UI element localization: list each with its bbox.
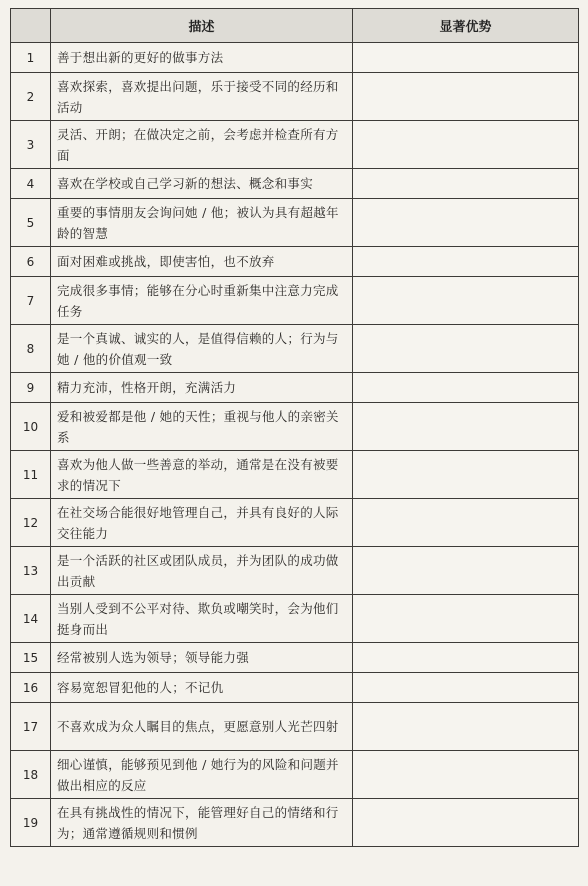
row-number: 14 xyxy=(11,595,51,643)
row-number: 17 xyxy=(11,703,51,751)
row-description: 喜欢为他人做一些善意的举动，通常是在没有被要求的情况下 xyxy=(51,451,353,499)
row-number: 2 xyxy=(11,73,51,121)
row-number: 7 xyxy=(11,277,51,325)
table-row xyxy=(11,703,579,751)
row-description: 重要的事情朋友会询问她 / 他；被认为具有超越年龄的智慧 xyxy=(51,199,353,247)
strength-cell[interactable] xyxy=(353,547,579,595)
table-row xyxy=(11,43,579,73)
row-number: 18 xyxy=(11,751,51,799)
row-description: 喜欢在学校或自己学习新的想法、概念和事实 xyxy=(51,169,353,199)
strength-cell[interactable] xyxy=(353,673,579,703)
row-number: 13 xyxy=(11,547,51,595)
table-row xyxy=(11,673,579,703)
strength-cell[interactable] xyxy=(353,43,579,73)
strength-cell[interactable] xyxy=(353,643,579,673)
strength-cell[interactable] xyxy=(353,595,579,643)
row-description: 灵活、开朗；在做决定之前，会考虑并检查所有方面 xyxy=(51,121,353,169)
strength-cell[interactable] xyxy=(353,199,579,247)
strength-cell[interactable] xyxy=(353,373,579,403)
strength-column-header: 显著优势 xyxy=(353,9,579,43)
strength-cell[interactable] xyxy=(353,277,579,325)
table-row xyxy=(11,199,579,247)
row-number: 5 xyxy=(11,199,51,247)
row-description: 完成很多事情；能够在分心时重新集中注意力完成任务 xyxy=(51,277,353,325)
row-description: 在具有挑战性的情况下，能管理好自己的情绪和行为；通常遵循规则和惯例 xyxy=(51,799,353,847)
row-description: 善于想出新的更好的做事方法 xyxy=(51,43,353,73)
table-row xyxy=(11,247,579,277)
row-number: 9 xyxy=(11,373,51,403)
table-row xyxy=(11,643,579,673)
row-description: 在社交场合能很好地管理自己，并具有良好的人际交往能力 xyxy=(51,499,353,547)
description-column-header: 描述 xyxy=(51,9,353,43)
strength-cell[interactable] xyxy=(353,499,579,547)
table-row xyxy=(11,121,579,169)
strength-cell[interactable] xyxy=(353,121,579,169)
strength-cell[interactable] xyxy=(353,325,579,373)
table-row xyxy=(11,373,579,403)
strength-cell[interactable] xyxy=(353,451,579,499)
row-description: 细心谨慎，能够预见到他 / 她行为的风险和问题并做出相应的反应 xyxy=(51,751,353,799)
row-description: 不喜欢成为众人瞩目的焦点，更愿意别人光芒四射 xyxy=(51,703,353,751)
row-number: 19 xyxy=(11,799,51,847)
table-row xyxy=(11,547,579,595)
table-row xyxy=(11,595,579,643)
table-row xyxy=(11,73,579,121)
row-number: 10 xyxy=(11,403,51,451)
row-number: 3 xyxy=(11,121,51,169)
table-row xyxy=(11,451,579,499)
row-description: 喜欢探索，喜欢提出问题，乐于接受不同的经历和活动 xyxy=(51,73,353,121)
table-row xyxy=(11,325,579,373)
row-number: 6 xyxy=(11,247,51,277)
row-description: 爱和被爱都是他 / 她的天性；重视与他人的亲密关系 xyxy=(51,403,353,451)
table-row xyxy=(11,799,579,847)
number-column-header xyxy=(11,9,51,43)
row-description: 容易宽恕冒犯他的人；不记仇 xyxy=(51,673,353,703)
strength-cell[interactable] xyxy=(353,403,579,451)
table-row xyxy=(11,169,579,199)
row-number: 12 xyxy=(11,499,51,547)
strength-cell[interactable] xyxy=(353,73,579,121)
strengths-table xyxy=(10,8,579,847)
table-row xyxy=(11,403,579,451)
row-description: 经常被别人选为领导；领导能力强 xyxy=(51,643,353,673)
strength-cell[interactable] xyxy=(353,751,579,799)
row-description: 是一个真诚、诚实的人，是值得信赖的人；行为与她 / 他的价值观一致 xyxy=(51,325,353,373)
row-description: 面对困难或挑战，即使害怕，也不放弃 xyxy=(51,247,353,277)
table-row xyxy=(11,499,579,547)
row-number: 4 xyxy=(11,169,51,199)
strength-cell[interactable] xyxy=(353,799,579,847)
strength-cell[interactable] xyxy=(353,247,579,277)
row-description: 当别人受到不公平对待、欺负或嘲笑时，会为他们挺身而出 xyxy=(51,595,353,643)
row-number: 8 xyxy=(11,325,51,373)
row-number: 1 xyxy=(11,43,51,73)
table-row xyxy=(11,751,579,799)
row-description: 精力充沛，性格开朗，充满活力 xyxy=(51,373,353,403)
strength-cell[interactable] xyxy=(353,169,579,199)
row-number: 15 xyxy=(11,643,51,673)
row-number: 11 xyxy=(11,451,51,499)
table-row xyxy=(11,277,579,325)
strength-cell[interactable] xyxy=(353,703,579,751)
row-number: 16 xyxy=(11,673,51,703)
table-header-row xyxy=(11,9,579,43)
row-description: 是一个活跃的社区或团队成员，并为团队的成功做出贡献 xyxy=(51,547,353,595)
